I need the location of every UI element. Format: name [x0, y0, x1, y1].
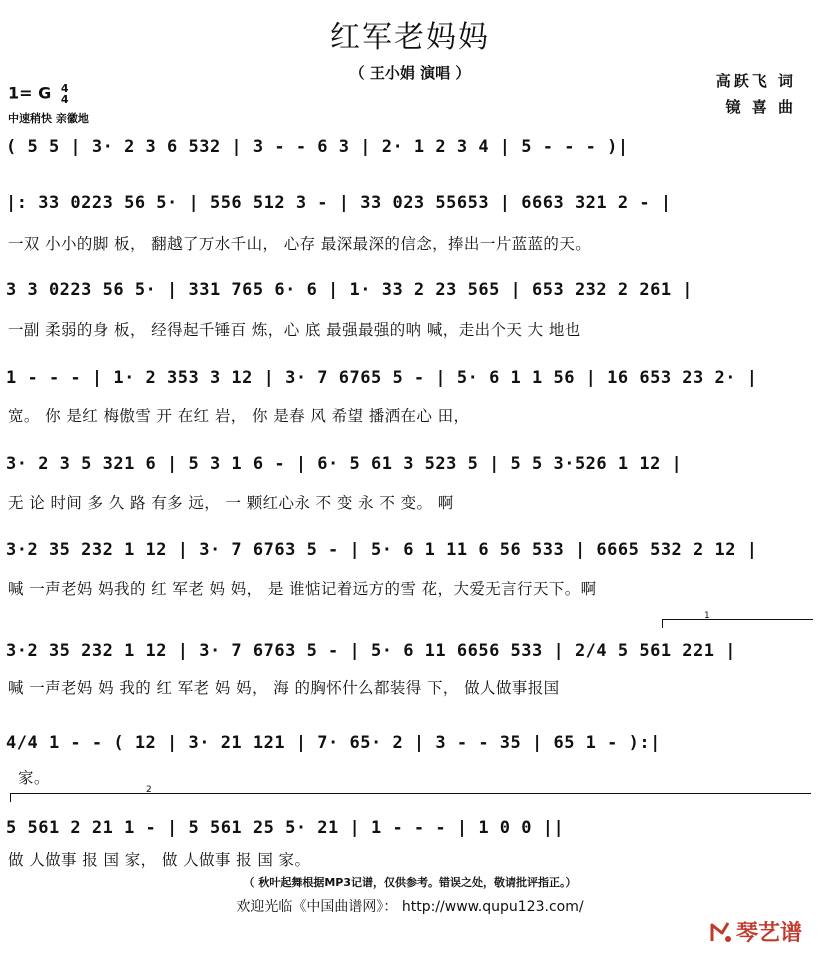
time-sig-bottom: 4	[60, 93, 69, 106]
transcriber-note: （ 秋叶起舞根据MP3记谱，仅供参考。错误之处，敬请批评指正。）	[243, 876, 577, 889]
lyricist-credit: 高跃飞 词	[715, 72, 796, 90]
notation-row-4: 3· 2 3 5 321 6 | 5 3 1 6 - | 6· 5 61 3 523 5 | 5 5 3·526 1 12 |	[6, 454, 683, 474]
time-signature	[61, 83, 69, 105]
logo-text: 琴艺谱	[735, 921, 802, 946]
music-note-logo-icon	[708, 919, 734, 945]
lyric-row-1: 一双 小小的脚 板， 翻越了万水千山， 心存 最深最深的信念，捧出一片蓝蓝的天。	[8, 235, 592, 253]
volta-number-1: 1	[704, 611, 710, 621]
notation-row-5: 3·2 35 232 1 12 | 3· 7 6763 5 - | 5· 6 1 11 6 56 533 | 6665 532 2 12 |	[6, 540, 758, 560]
key-signature	[8, 83, 68, 105]
song-title: 红军老妈妈	[330, 20, 490, 55]
notation-row-1: |: 33 0223 56 5· | 556 512 3 - | 33 023 55653 | 6663 321 2 - |	[6, 193, 672, 213]
lyric-row-7: 家。	[18, 769, 50, 787]
time-sig-top: 4	[60, 82, 69, 95]
lyric-row-5: 喊 一声老妈 妈我的 红 军老 妈 妈， 是 谁惦记着远方的雪 花，大爱无言行天下。啊	[8, 580, 597, 598]
lyric-row-6: 喊 一声老妈 妈 我的 红 军老 妈 妈， 海 的胸怀什么都装得 下， 做人做事报国	[8, 679, 560, 697]
website-link[interactable]: 欢迎光临《中国曲谱网》： http://www.qupu123.com/	[236, 899, 584, 915]
lyric-row-4: 无 论 时间 多 久 路 有多 远， 一 颗红心永 不 变 永 不 变。 啊	[8, 494, 454, 512]
notation-row-intro: ( 5 5 | 3· 2 3 6 532 | 3 - - 6 3 | 2· 1 2 3 4 | 5 - - - )|	[6, 137, 629, 157]
tempo-marking: 中速稍快 亲徽地	[8, 112, 89, 125]
site-logo[interactable]	[708, 916, 802, 947]
volta-bracket-1	[662, 619, 813, 628]
notation-row-2: 3 3 0223 56 5· | 331 765 6· 6 | 1· 33 2 23 565 | 653 232 2 261 |	[6, 280, 694, 300]
key-label: 1= G	[8, 83, 52, 103]
lyric-row-2: 一副 柔弱的身 板， 经得起千锤百 炼，心 底 最强最强的呐 喊，走出个天 大 地也	[8, 321, 581, 339]
singer-credit: （ 王小娟 演唱 ）	[349, 64, 471, 82]
volta-bracket-2	[10, 793, 811, 802]
volta-number-2: 2	[146, 785, 152, 795]
notation-row-6: 3·2 35 232 1 12 | 3· 7 6763 5 - | 5· 6 11 6656 533 | 2/4 5 561 221 |	[6, 641, 736, 661]
notation-row-3: 1 - - - | 1· 2 353 3 12 | 3· 7 6765 5 - | 5· 6 1 1 56 | 16 653 23 2· |	[6, 368, 758, 388]
composer-credit: 镜 喜 曲	[725, 98, 796, 116]
notation-row-7: 4/4 1 - - ( 12 | 3· 21 121 | 7· 65· 2 | 3 - - 35 | 65 1 - ):|	[6, 733, 661, 753]
notation-row-8: 5 561 2 21 1 - | 5 561 25 5· 21 | 1 - - - | 1 0 0 ||	[6, 818, 565, 838]
lyric-row-3: 宽。 你 是红 梅傲雪 开 在红 岩， 你 是春 风 希望 播洒在心 田，	[8, 407, 470, 425]
lyric-row-8: 做 人做事 报 国 家， 做 人做事 报 国 家。	[8, 851, 311, 869]
